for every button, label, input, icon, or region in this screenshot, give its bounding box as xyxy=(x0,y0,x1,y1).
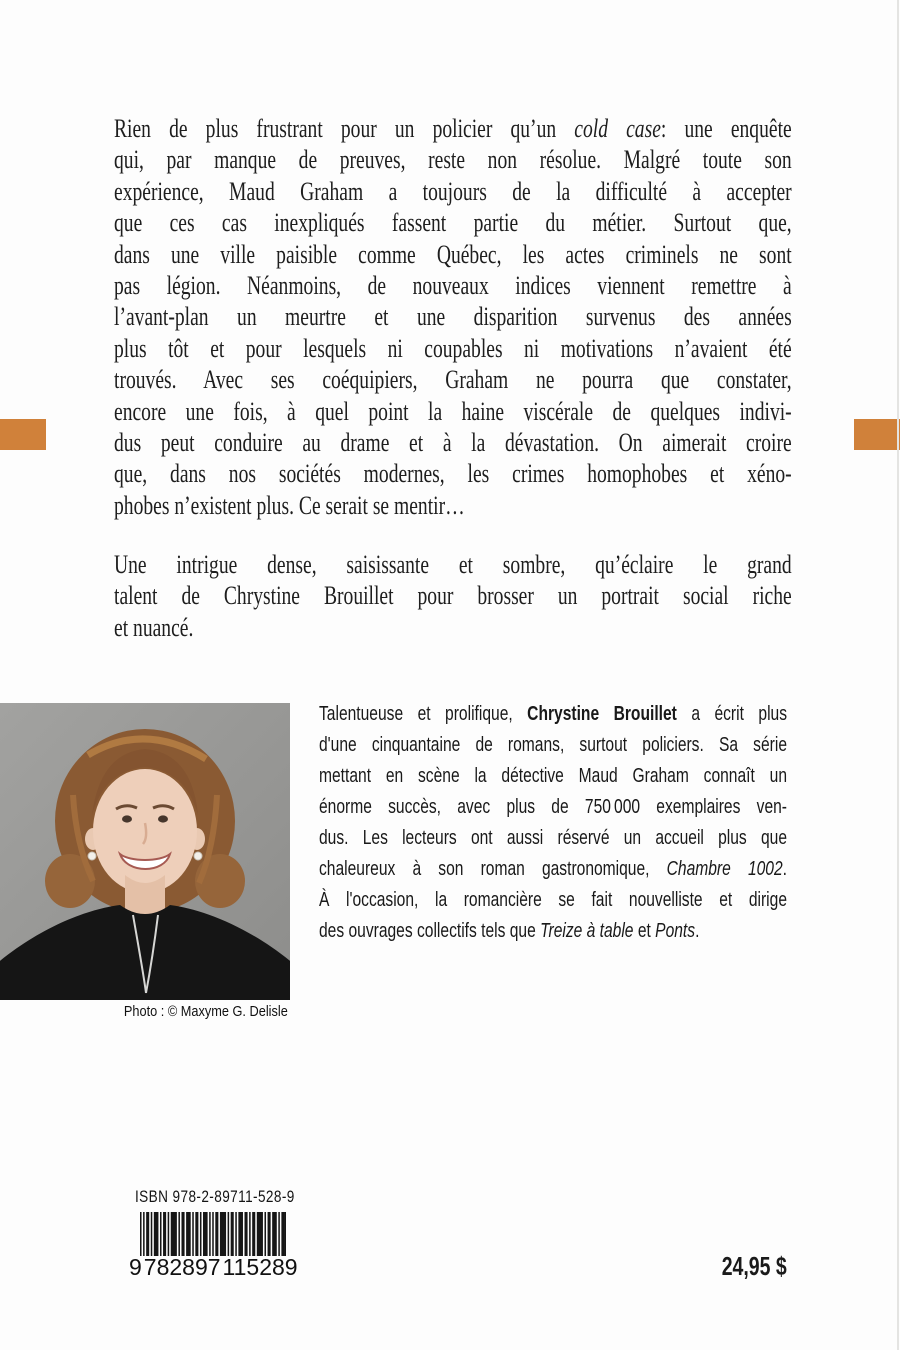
text-line: encore une fois, à quel point la haine viscérale de quelques indivi- xyxy=(114,396,792,426)
text-line: pas légion. Néanmoins, de nouveaux indices viennent remettre à xyxy=(114,271,792,301)
text-line: chaleureux à son roman gastronomique, Chambre 1002. xyxy=(319,858,787,880)
barcode-digit-left: 9 xyxy=(129,1254,142,1280)
barcode xyxy=(128,1212,298,1280)
price-label xyxy=(600,1251,787,1282)
barcode-digit-group2: 115289 xyxy=(222,1254,298,1280)
text-line: qui, par manque de preuves, reste non résolue. Malgré toute son xyxy=(114,145,792,175)
text-line: mettant en scène la détective Maud Graham connaît un xyxy=(319,765,787,787)
author-photo xyxy=(0,703,290,1000)
author-portrait-illustration xyxy=(0,703,290,1000)
isbn-label xyxy=(135,1187,335,1207)
text-line: Une intrigue dense, saisissante et sombre, qu’éclaire le grand xyxy=(114,550,792,579)
text-line: phobes n’existent plus. Ce serait se mentir… xyxy=(114,490,465,520)
text-line: talent de Chrystine Brouillet pour brosser un portrait social riche xyxy=(114,581,792,611)
text-line: dus peut conduire au drame et à la dévastation. On aimerait croire xyxy=(114,428,792,458)
synopsis-paragraph xyxy=(114,113,792,521)
text-line: plus tôt et pour lesquels ni coupables ni motivations n’avaient été xyxy=(114,333,792,363)
isbn-text: ISBN 978-2-89711-528-9 xyxy=(135,1187,295,1206)
text-line: Talentueuse et prolifique, Chrystine Brouillet a écrit plus xyxy=(319,703,788,725)
barcode-digits xyxy=(128,1254,298,1280)
text-line: l’avant-plan un meurtre et une disparition survenus des années xyxy=(114,302,792,332)
photo-credit-text: Photo : © Maxyme G. Delisle xyxy=(124,1003,288,1020)
spine-accent-right xyxy=(854,419,900,450)
text-line: des ouvrages collectifs tels que Treize à table et Ponts. xyxy=(319,920,700,942)
author-bio xyxy=(319,699,787,947)
text-line: trouvés. Avec ses coéquipiers, Graham ne pourra que constater, xyxy=(114,365,792,395)
text-line: dans une ville paisible comme Québec, les actes criminels ne sont xyxy=(114,239,792,269)
price-text: 24,95 $ xyxy=(721,1251,787,1281)
text-line: que, dans nos sociétés modernes, les crimes homophobes et xéno- xyxy=(114,459,792,489)
page-edge-line xyxy=(897,0,899,1350)
text-line: énorme succès, avec plus de 750 000 exemplaires ven- xyxy=(319,796,787,818)
text-line: expérience, Maud Graham a toujours de la difficulté à accepter xyxy=(114,176,792,206)
review-paragraph xyxy=(114,549,792,643)
text-line: dus. Les lecteurs ont aussi réservé un accueil plus que xyxy=(319,827,787,849)
photo-credit xyxy=(0,1003,288,1021)
text-line: d'une cinquantaine de romans, surtout policiers. Sa série xyxy=(319,734,787,756)
text-line: Rien de plus frustrant pour un policier qu’un cold case: une enquête xyxy=(114,114,792,143)
barcode-digit-group1: 782897 xyxy=(143,1254,221,1280)
spine-accent-left xyxy=(0,419,46,450)
text-line: et nuancé. xyxy=(114,612,194,642)
text-line: À l'occasion, la romancière se fait nouvelliste et dirige xyxy=(319,889,787,911)
text-line: que ces cas inexpliqués fassent partie du métier. Surtout que, xyxy=(114,208,792,238)
